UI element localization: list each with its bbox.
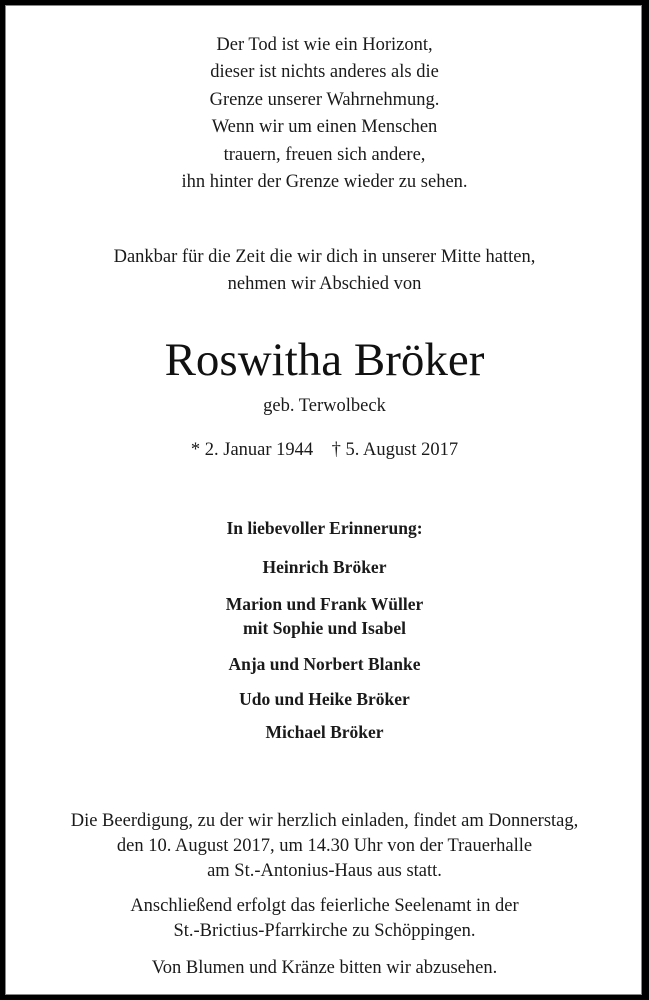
mourner: Michael Bröker — [265, 722, 384, 742]
mourners-heading: In liebevoller Erinnerung: — [226, 518, 423, 538]
funeral-line: St.-Brictius-Pfarrkirche zu Schöppingen. — [173, 921, 476, 941]
mourner: Heinrich Bröker — [262, 557, 387, 577]
funeral-line: am St.-Antonius-Haus aus statt. — [207, 861, 442, 881]
intro-line: Dankbar für die Zeit die wir dich in unserer Mitte hatten, — [113, 247, 536, 267]
birth-name: geb. Terwolbeck — [263, 396, 386, 416]
deceased-name: Roswitha Bröker — [164, 334, 485, 386]
mourner: mit Sophie und Isabel — [243, 618, 406, 638]
funeral-line: den 10. August 2017, um 14.30 Uhr von der Trauerhalle — [116, 836, 533, 856]
mourner: Udo und Heike Bröker — [239, 689, 410, 709]
intro-line: nehmen wir Abschied von — [227, 274, 422, 294]
funeral-line: Anschließend erfolgt das feierliche Seelenamt in der — [130, 896, 519, 916]
funeral-line: Von Blumen und Kränze bitten wir abzusehen. — [151, 958, 498, 978]
poem-line: Grenze unserer Wahrnehmung. — [209, 90, 440, 110]
life-dates: * 2. Januar 1944 † 5. August 2017 — [190, 440, 459, 460]
poem-line: trauern, freuen sich andere, — [223, 145, 426, 165]
poem-line: dieser ist nichts anderes als die — [210, 62, 439, 82]
poem-line: Der Tod ist wie ein Horizont, — [216, 35, 433, 55]
poem-line: Wenn wir um einen Menschen — [211, 117, 438, 137]
funeral-line: Die Beerdigung, zu der wir herzlich einladen, findet am Donnerstag, — [70, 811, 579, 831]
poem-line: ihn hinter der Grenze wieder zu sehen. — [181, 172, 468, 192]
mourner: Anja und Norbert Blanke — [228, 654, 421, 674]
mourner: Marion und Frank Wüller — [225, 594, 424, 614]
